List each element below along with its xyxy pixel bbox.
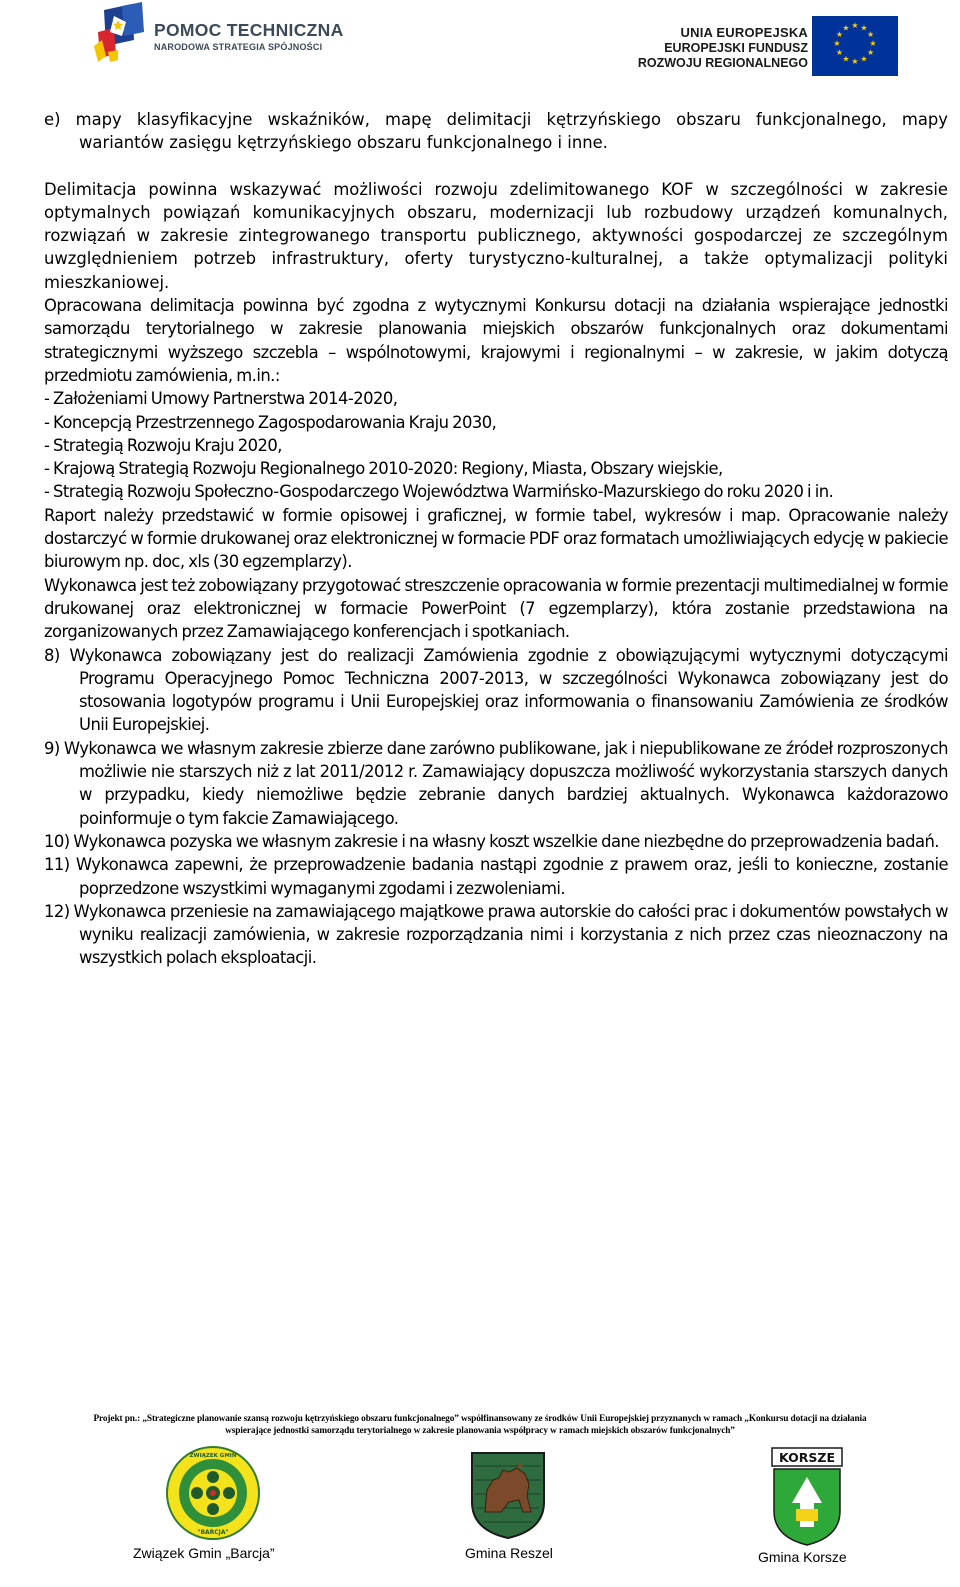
korsze-banner-text: KORSZE (779, 1450, 835, 1465)
svg-text:★: ★ (869, 39, 877, 48)
delimitation-paragraph: Delimitacja powinna wskazywać możliwości rozwoju zdelimitowanego KOF w szczególności w zakresie optymalnych powiązań komunikacyjnych obszaru, modernizacji lub rozbudowy urządzeń komunalnych, rozwiązań w zakresie zintegrowanego transportu publicznego, aktywności gospodarczej ze szczególnym uwzględnieniem potrzeb infrastruktury, oferty turystyczno-kulturalnej, a także optymalizacji polityki mieszkaniowej. (44, 179, 948, 292)
svg-text:★: ★ (851, 57, 859, 66)
doc-list-item: - Krajową Strategią Rozwoju Regionalnego 2010-2020: Regiony, Miasta, Obszary wiejskie, (44, 459, 723, 479)
project-footnote (0, 1413, 960, 1437)
svg-text:★: ★ (842, 23, 850, 33)
svg-text:★: ★ (851, 21, 859, 30)
svg-text:★: ★ (860, 54, 868, 64)
doc-list-item: - Założeniami Umowy Partnerstwa 2014-2020, (44, 389, 398, 409)
logo-left-title: POMOC TECHNICZNA (154, 20, 344, 40)
doc-list-item: - Koncepcją Przestrzennego Zagospodarowania Kraju 2030, (44, 412, 497, 432)
korsze-coat-of-arms-icon (770, 1447, 844, 1547)
doc-list-item: - Strategią Rozwoju Społeczno-Gospodarczego Województwa Warmińsko-Mazurskiego do roku 2020 i in. (44, 482, 834, 502)
svg-text:★: ★ (867, 48, 875, 57)
report-paragraph: Raport należy przedstawić w formie opisowej i graficznej, w formie tabel, wykresów i map. Opracowanie należy dostarczyć w formie drukowanej oraz elektronicznej w formacie PDF oraz formatach umożliwiających edycję w pakiecie biurowym np. doc, xls (30 egzemplarzy). (44, 505, 948, 572)
project-footnote-line1: Projekt pn.: „Strategiczne planowanie szansą rozwoju kętrzyńskiego obszaru funkcjonalnego” współfinansowany ze środków Unii Europejskiej przyznanych w ramach „Konkursu dotacji na działania (93, 1414, 867, 1424)
numbered-item-9: 9) Wykonawca we własnym zakresie zbierze dane zarówno publikowane, jak i niepublikowane ze źródeł rozproszonych możliwie nie starszych niż z lat 2011/2012 r. Zamawiający dopuszcza możliwość wykorzystania starszych danych w przypadku, kiedy niemożliwe będzie zebranie danych bardziej aktualnych. Wykonawca każdorazowo poinformuje o tym fakcie Zamawiającego. (44, 738, 948, 828)
item-e: e) mapy klasyfikacyjne wskaźników, mapę delimitacji kętrzyńskiego obszaru funkcjonalnego, mapy wariantów zasięgu kętrzyńskiego obszaru funkcjonalnego i inne. (44, 110, 948, 153)
svg-text:★: ★ (867, 30, 875, 39)
barcja-ring-bottom: "BARCJA" (197, 1529, 229, 1536)
compliance-paragraph: Opracowana delimitacja powinna być zgodna z wytycznymi Konkursu dotacji na działania wspierające jednostki samorządu terytorialnego w zakresie planowania miejskich obszarów funkcjonalnych oraz dokumentami strategicznymi wyższego szczebla – wspólnotowymi, krajowymi i regionalnymi – w zakresie, w jakim dotyczą przedmiotu zamówienia, m.in.: (44, 296, 948, 385)
numbered-item-12: 12) Wykonawca przeniesie na zamawiającego majątkowe prawa autorskie do całości prac i dokumentów powstałych w wyniku realizacji zamówienia, w zakresie rozporządzania nimi i korzystania z nich przez czas nieoznaczony na wszystkich polach eksploatacji. (44, 901, 948, 968)
summary-paragraph: Wykonawca jest też zobowiązany przygotować streszczenie opracowania w formie prezentacji multimedialnej w formie drukowanej oraz elektronicznej w formacie PowerPoint (7 egzemplarzy), która zostanie przedstawiona na zorganizowanych przez Zamawiającego konferencjach i spotkaniach. (44, 575, 948, 642)
reszel-coat-of-arms-icon (469, 1450, 547, 1540)
logo-unia-europejska (636, 16, 926, 78)
logo-right-line1: UNIA EUROPEJSKA (680, 25, 808, 40)
logo3-caption: Gmina Korsze (758, 1549, 847, 1565)
svg-text:★: ★ (835, 48, 843, 57)
logo-pomoc-techniczna (92, 2, 354, 66)
document-body (44, 108, 948, 970)
pomoc-techniczna-emblem-icon (92, 2, 152, 64)
logo2-caption: Gmina Reszel (465, 1545, 553, 1561)
logo-right-line3: ROZWOJU REGIONALNEGO (637, 56, 808, 70)
numbered-item-8: 8) Wykonawca zobowiązany jest do realizacji Zamówienia zgodnie z obowiązującymi wytycznymi dotyczącymi Programu Operacyjnego Pomoc Techniczna 2007-2013, w szczególności Wykonawca zobowiązany jest do stosowania logotypów programu i Unii Europejskiej oraz informowania o finansowaniu Zamówienia ze środków Unii Europejskiej. (44, 645, 948, 735)
logo1-caption: Związek Gmin „Barcja” (133, 1545, 275, 1561)
svg-text:★: ★ (842, 54, 850, 64)
svg-text:★: ★ (833, 39, 841, 48)
numbered-item-10: 10) Wykonawca pozyska we własnym zakresie i na własny koszt wszelkie dane niezbędne do przeprowadzenia badań. (44, 831, 939, 851)
barcja-ring-top: ZWIĄZEK GMIN (189, 1453, 237, 1459)
logo-left-subtitle: NARODOWA STRATEGIA SPÓJNOŚCI (154, 42, 323, 52)
logo-gmina-reszel (469, 1450, 547, 1540)
logo-gmina-korsze (770, 1447, 844, 1547)
logo-right-line2: EUROPEJSKI FUNDUSZ (664, 41, 808, 55)
eu-flag-icon (812, 16, 898, 76)
svg-text:★: ★ (860, 23, 868, 33)
svg-text:★: ★ (835, 30, 843, 39)
doc-list-item: - Strategią Rozwoju Kraju 2020, (44, 435, 282, 455)
logo-zwiazek-gmin-barcja (166, 1446, 260, 1540)
project-footnote-line2: wspierające jednostki samorządu terytorialnego w zakresie planowania współpracy w ramach miejskich obszarów funkcjonalnych” (225, 1426, 735, 1436)
numbered-item-11: 11) Wykonawca zapewni, że przeprowadzenie badania nastąpi zgodnie z prawem oraz, jeśli to konieczne, zostanie poprzedzone wszystkimi wymaganymi zgodami i zezwoleniami. (44, 855, 948, 898)
barcja-emblem-icon (166, 1446, 260, 1540)
